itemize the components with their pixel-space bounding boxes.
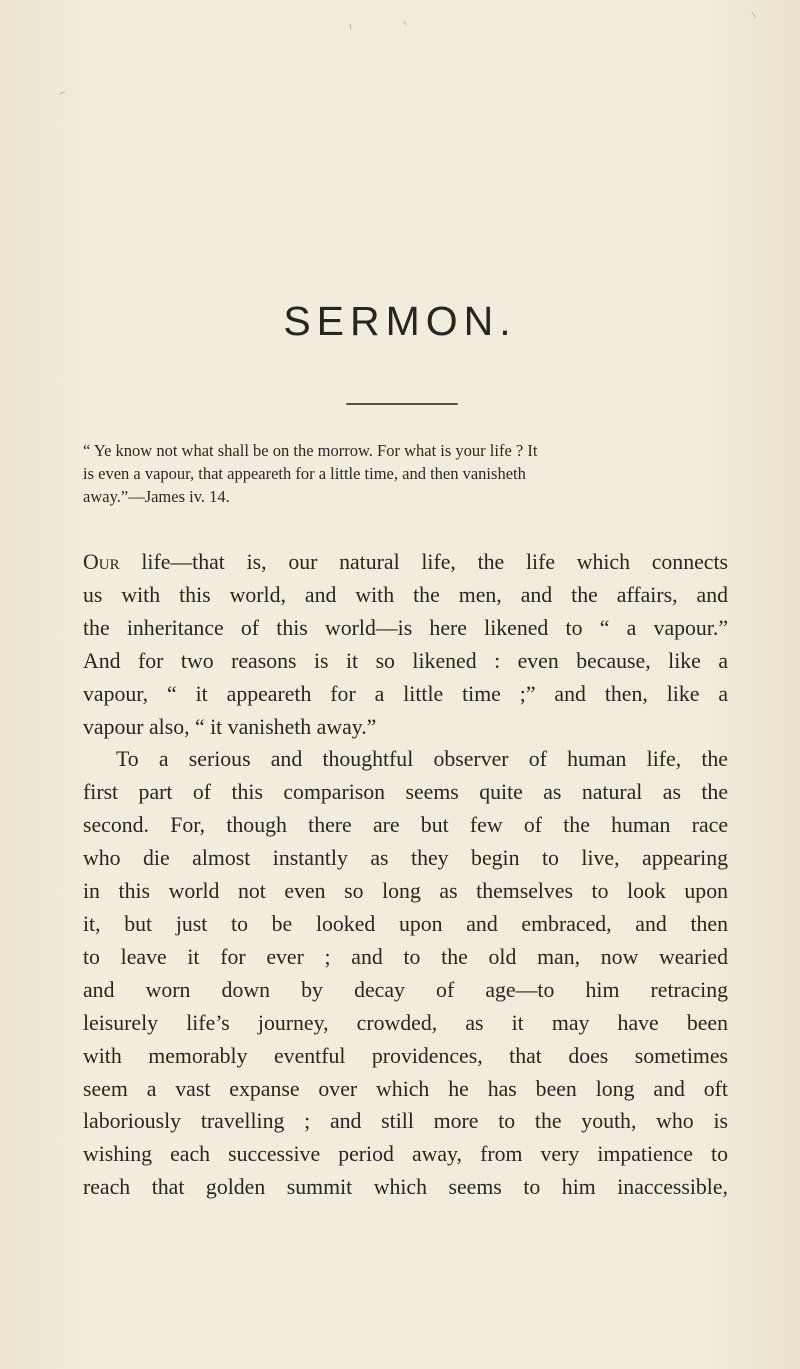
paragraph-1-line (83, 546, 728, 579)
paragraph-1-line: vapour, “ it appeareth for a little time ;” and then, like a (83, 681, 728, 706)
paragraph-1-line: us with this world, and with the men, and the affairs, and (83, 582, 728, 607)
epigraph-quote (83, 439, 728, 508)
paragraph-2-line: who die almost instantly as they begin to live, appearing (83, 846, 728, 871)
paragraph-2-line: to leave it for ever ; and to the old man, now wearied (83, 944, 728, 969)
paragraph-2-line: in this world not even so long as themselves to look upon (83, 879, 728, 904)
paragraph-2-line: first part of this comparison seems quite as natural as the (83, 780, 728, 805)
page-title: SERMON. (283, 298, 517, 344)
paragraph-2-line: leisurely life’s journey, crowded, as it may have been (83, 1010, 728, 1035)
epigraph-line: away.”—James iv. 14. (83, 487, 230, 506)
paragraph-2-line: wishing each successive period away, from very impatience to (83, 1142, 728, 1167)
sermon-body (83, 546, 728, 1204)
paragraph-2-line: second. For, though there are but few of the human race (83, 813, 728, 838)
paragraph-2-line: To a serious and thoughtful observer of human life, the (116, 747, 728, 772)
title-divider (346, 403, 458, 405)
paragraph-1-line-text: life—that is, our natural life, the life which connects (119, 550, 728, 574)
paragraph-1-line: the inheritance of this world—is here likened to “ a vapour.” (83, 615, 728, 640)
paragraph-2-line: reach that golden summit which seems to him inaccessible, (83, 1175, 728, 1200)
paragraph-2-line: seem a vast expanse over which he has been long and oft (83, 1076, 728, 1101)
paragraph-1-line: And for two reasons is it so likened : even because, like a (83, 648, 728, 673)
epigraph-line: “ Ye know not what shall be on the morrow. For what is your life ? It (83, 441, 538, 460)
lead-word: Our (83, 550, 120, 574)
paragraph-2-line: it, but just to be looked upon and embraced, and then (83, 911, 728, 936)
paragraph-1-line: vapour also, “ it vanisheth away.” (83, 714, 377, 739)
epigraph-line: is even a vapour, that appeareth for a little time, and then vanisheth (83, 464, 526, 483)
paragraph-2-line: and worn down by decay of age—to him retracing (83, 977, 728, 1002)
paragraph-2-line: laboriously travelling ; and still more to the youth, who is (83, 1109, 728, 1134)
paragraph-2-line: with memorably eventful providences, that does sometimes (83, 1043, 728, 1068)
